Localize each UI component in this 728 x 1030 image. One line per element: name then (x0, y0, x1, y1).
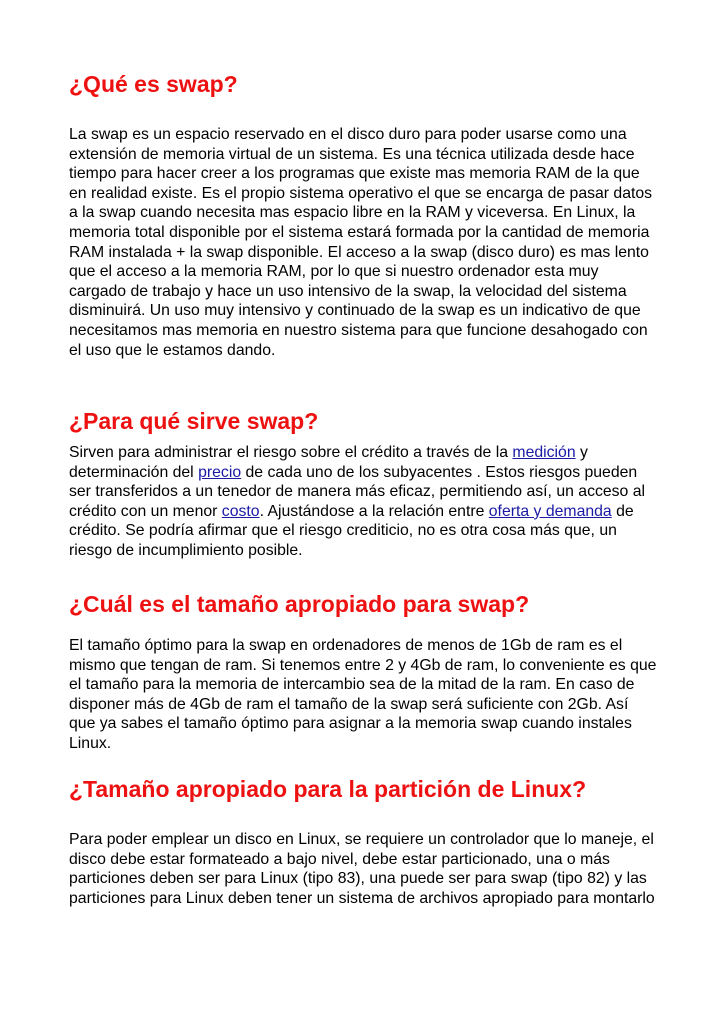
heading-para-que-sirve-swap: ¿Para qué sirve swap? (69, 408, 319, 434)
paragraph-que-es-swap: La swap es un espacio reservado en el disco duro para poder usarse como una extensión de memoria virtual de un sistema. Es una técnica utilizada desde hace tiempo para hacer creer a los programas que existe mas memoria RAM de la que en realidad existe. Es el propio sistema operativo el que se encarga de pasar datos a la swap cuando necesita mas espacio libre en la RAM y viceversa. En Linux, la memoria total disponible por el sistema estará formada por la cantidad de memoria RAM instalada + la swap disponible. El acceso a la swap (disco duro) es mas lento que el acceso a la memoria RAM, por lo que si nuestro ordenador esta muy cargado de trabajo y hace un uso intensivo de la swap, la velocidad del sistema disminuirá. Un uso muy intensivo y continuado de la swap es un indicativo de que necesitamos mas memoria en nuestro sistema para que funcione desahogado con el uso que le estamos dando. (69, 126, 653, 359)
text-segment: . Ajustándose a la relación entre (259, 502, 489, 520)
text-segment: de crédito. Se podría afirmar que el riesgo crediticio, no es otra cosa más que, un riesgo de incumplimiento posible. (69, 502, 634, 559)
text-segment: de cada uno de los subyacentes . Estos riesgos pueden ser transferidos a un tenedor de manera más eficaz, permitiendo así, un acceso al crédito con un menor (69, 463, 646, 520)
heading-tamano-apropiado-swap: ¿Cuál es el tamaño apropiado para swap? (69, 591, 530, 617)
link-medicion[interactable]: medición (512, 444, 576, 461)
paragraph-particion-linux: Para poder emplear un disco en Linux, se requiere un controlador que lo maneje, el disco debe estar formateado a bajo nivel, debe estar particionado, una o más particiones deben ser para Linux (tipo 83), una puede ser para swap (tipo 82) y las particiones para Linux deben tener un sistema de archivos apropiado para montarlo (69, 831, 655, 907)
link-costo[interactable]: costo (221, 502, 260, 520)
paragraph-para-que-sirve-swap (69, 443, 659, 561)
text-segment: Sirven para administrar el riesgo sobre el crédito a través de la (69, 444, 513, 461)
text-segment: y determinación del (69, 444, 588, 481)
heading-que-es-swap: ¿Qué es swap? (69, 71, 238, 97)
paragraph-tamano-apropiado-swap: El tamaño óptimo para la swap en ordenadores de menos de 1Gb de ram es el mismo que tengan de ram. Si tenemos entre 2 y 4Gb de ram, lo conveniente es que el tamaño para la memoria de intercambio sea de la mitad de la ram. En caso de disponer más de 4Gb de ram el tamaño de la swap será suficiente con 2Gb. Así que ya sabes el tamaño óptimo para asignar a la memoria swap cuando instales Linux. (69, 637, 657, 752)
heading-particion-linux: ¿Tamaño apropiado para la partición de Linux? (69, 776, 587, 802)
link-precio[interactable]: precio (198, 463, 242, 481)
link-oferta-y-demanda[interactable]: oferta y demanda (488, 502, 612, 520)
